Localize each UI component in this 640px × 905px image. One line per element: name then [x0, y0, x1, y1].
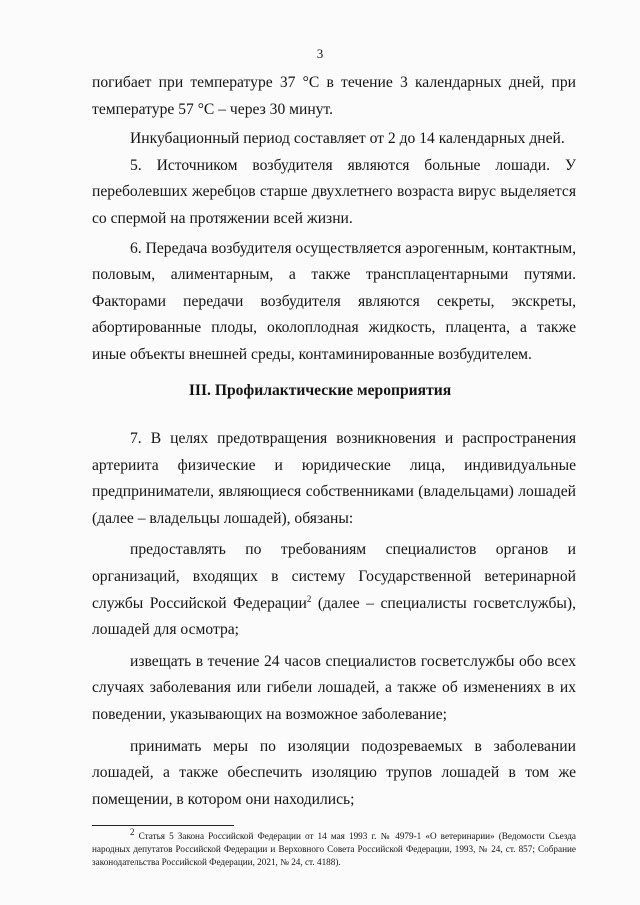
paragraph-7: 7. В целях предотвращения возникновения и распространения артериита физические и юридические лица, индивидуальные предприниматели, являющиеся собственниками (владельцами) лошадей (далее – владельцы лошадей), обязаны:: [92, 430, 576, 527]
paragraph-provide-text-end: (далее – специалисты госветслужбы), лошадей для осмотра;: [92, 594, 576, 639]
body-text-bottom: [92, 426, 576, 818]
paragraph-provide-text: предоставлять по требованиям специалистов органов и организаций, входящих в систему Государственной ветеринарной службы Российской Федерации: [92, 541, 576, 612]
footnote-text: Статья 5 Закона Российской Федерации от 14 мая 1993 г. № 4979-1 «О ветеринарии» (Ведомости Съезда народных депутатов Российской Федерации и Верховного Совета Российской Федерации, 1993, № 24, ст. 857; Собрание законодательства Российской Федерации, 2021, № 24, ст. 4188).: [92, 831, 576, 867]
footnote-ref[interactable]: 2: [306, 593, 312, 604]
footnote-divider: [92, 825, 234, 826]
footnote: [92, 826, 576, 869]
paragraph-notify: извещать в течение 24 часов специалистов госветслужбы обо всех случаях заболевания или гибели лошадей, а также об изменениях в их поведении, указывающих на возможное заболевание;: [92, 652, 576, 723]
body-text-top: [92, 70, 576, 369]
paragraph-5: 5. Источником возбудителя являются больные лошади. У переболевших жеребцов старше двухлетнего возраста вирус выделяется со спермой на протяжении всей жизни.: [92, 156, 576, 227]
page-number: 3: [316, 46, 324, 61]
paragraph-6: 6. Передача возбудителя осуществляется аэрогенным, контактным, половым, алиментарным, а также трансплацентарными путями. Факторами передачи возбудителя являются секреты, экскреты, абортированные плоды, околоплодная жидкость, плацента, а также иные объекты внешней среды, контаминированные возбудителем.: [92, 239, 576, 363]
paragraph-isolation: принимать меры по изоляции подозреваемых в заболевании лошадей, а также обеспечить изоляцию трупов лошадей в том же помещении, в котором они находились;: [92, 737, 576, 808]
paragraph-incubation: Инкубационный период составляет от 2 до 14 календарных дней.: [130, 130, 565, 148]
paragraph-provide: [92, 537, 576, 643]
paragraph-continuation: погибает при температуре 37 °С в течение 3 календарных дней, при температуре 57 °С – через 30 минут.: [92, 74, 576, 118]
section-heading: III. Профилактические мероприятия: [188, 382, 452, 399]
footnote-number: 2: [130, 826, 135, 837]
